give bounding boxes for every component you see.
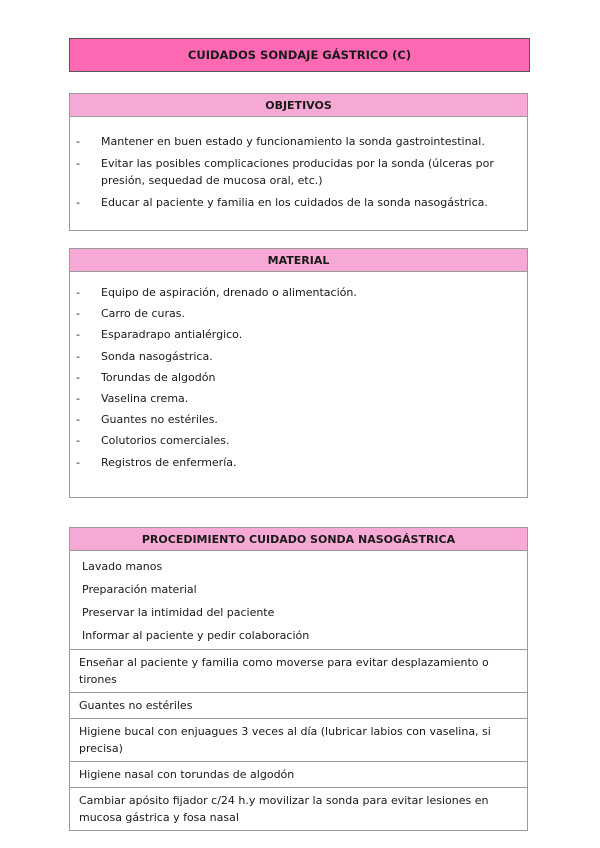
list-item: - Educar al paciente y familia en los cuidados de la sonda nasogástrica. [70,194,527,211]
list-item: - Registros de enfermería. [70,454,527,471]
procedure-step: Preparación material [82,583,197,596]
objetivos-section [69,93,528,231]
procedimiento-header: PROCEDIMIENTO CUIDADO SONDA NASOGÁSTRICA [70,528,527,551]
table-row: Cambiar apósito fijador c/24 h.y movilizar la sonda para evitar lesiones en mucosa gástrica y fosa nasal [70,787,527,830]
table-row: Guantes no estériles [70,692,527,718]
list-item: - Guantes no estériles. [70,411,527,428]
list-item: - Evitar las posibles complicaciones producidas por la sonda (úlceras por presión, sequedad de mucosa oral, etc.) [70,155,527,189]
list-item: - Vaselina crema. [70,390,527,407]
table-row: Higiene bucal con enjuagues 3 veces al día (lubricar labios con vaselina, si precisa) [70,718,527,761]
list-item: - Sonda nasogástrica. [70,348,527,365]
objetivos-list [70,117,527,211]
objetivos-header: OBJETIVOS [70,94,527,117]
list-item: - Torundas de algodón [70,369,527,386]
list-item: - Colutorios comerciales. [70,432,527,449]
procedure-step: Informar al paciente y pedir colaboración [82,629,310,642]
list-item: - Equipo de aspiración, drenado o alimentación. [70,284,527,301]
procedure-step: Preservar la intimidad del paciente [82,606,275,619]
table-row: Enseñar al paciente y familia como moverse para evitar desplazamiento o tirones [70,649,527,692]
page-title: CUIDADOS SONDAJE GÁSTRICO (C) [69,38,530,72]
material-section [69,248,528,498]
procedimiento-section [69,527,528,831]
procedure-step: Lavado manos [82,560,163,573]
list-item: - Esparadrapo antialérgico. [70,326,527,343]
table-row: Higiene nasal con torundas de algodón [70,761,527,787]
list-item: - Carro de curas. [70,305,527,322]
material-header: MATERIAL [70,249,527,272]
list-item: - Mantener en buen estado y funcionamiento la sonda gastrointestinal. [70,133,527,150]
material-list [70,272,527,471]
procedimiento-first-block [70,551,527,649]
